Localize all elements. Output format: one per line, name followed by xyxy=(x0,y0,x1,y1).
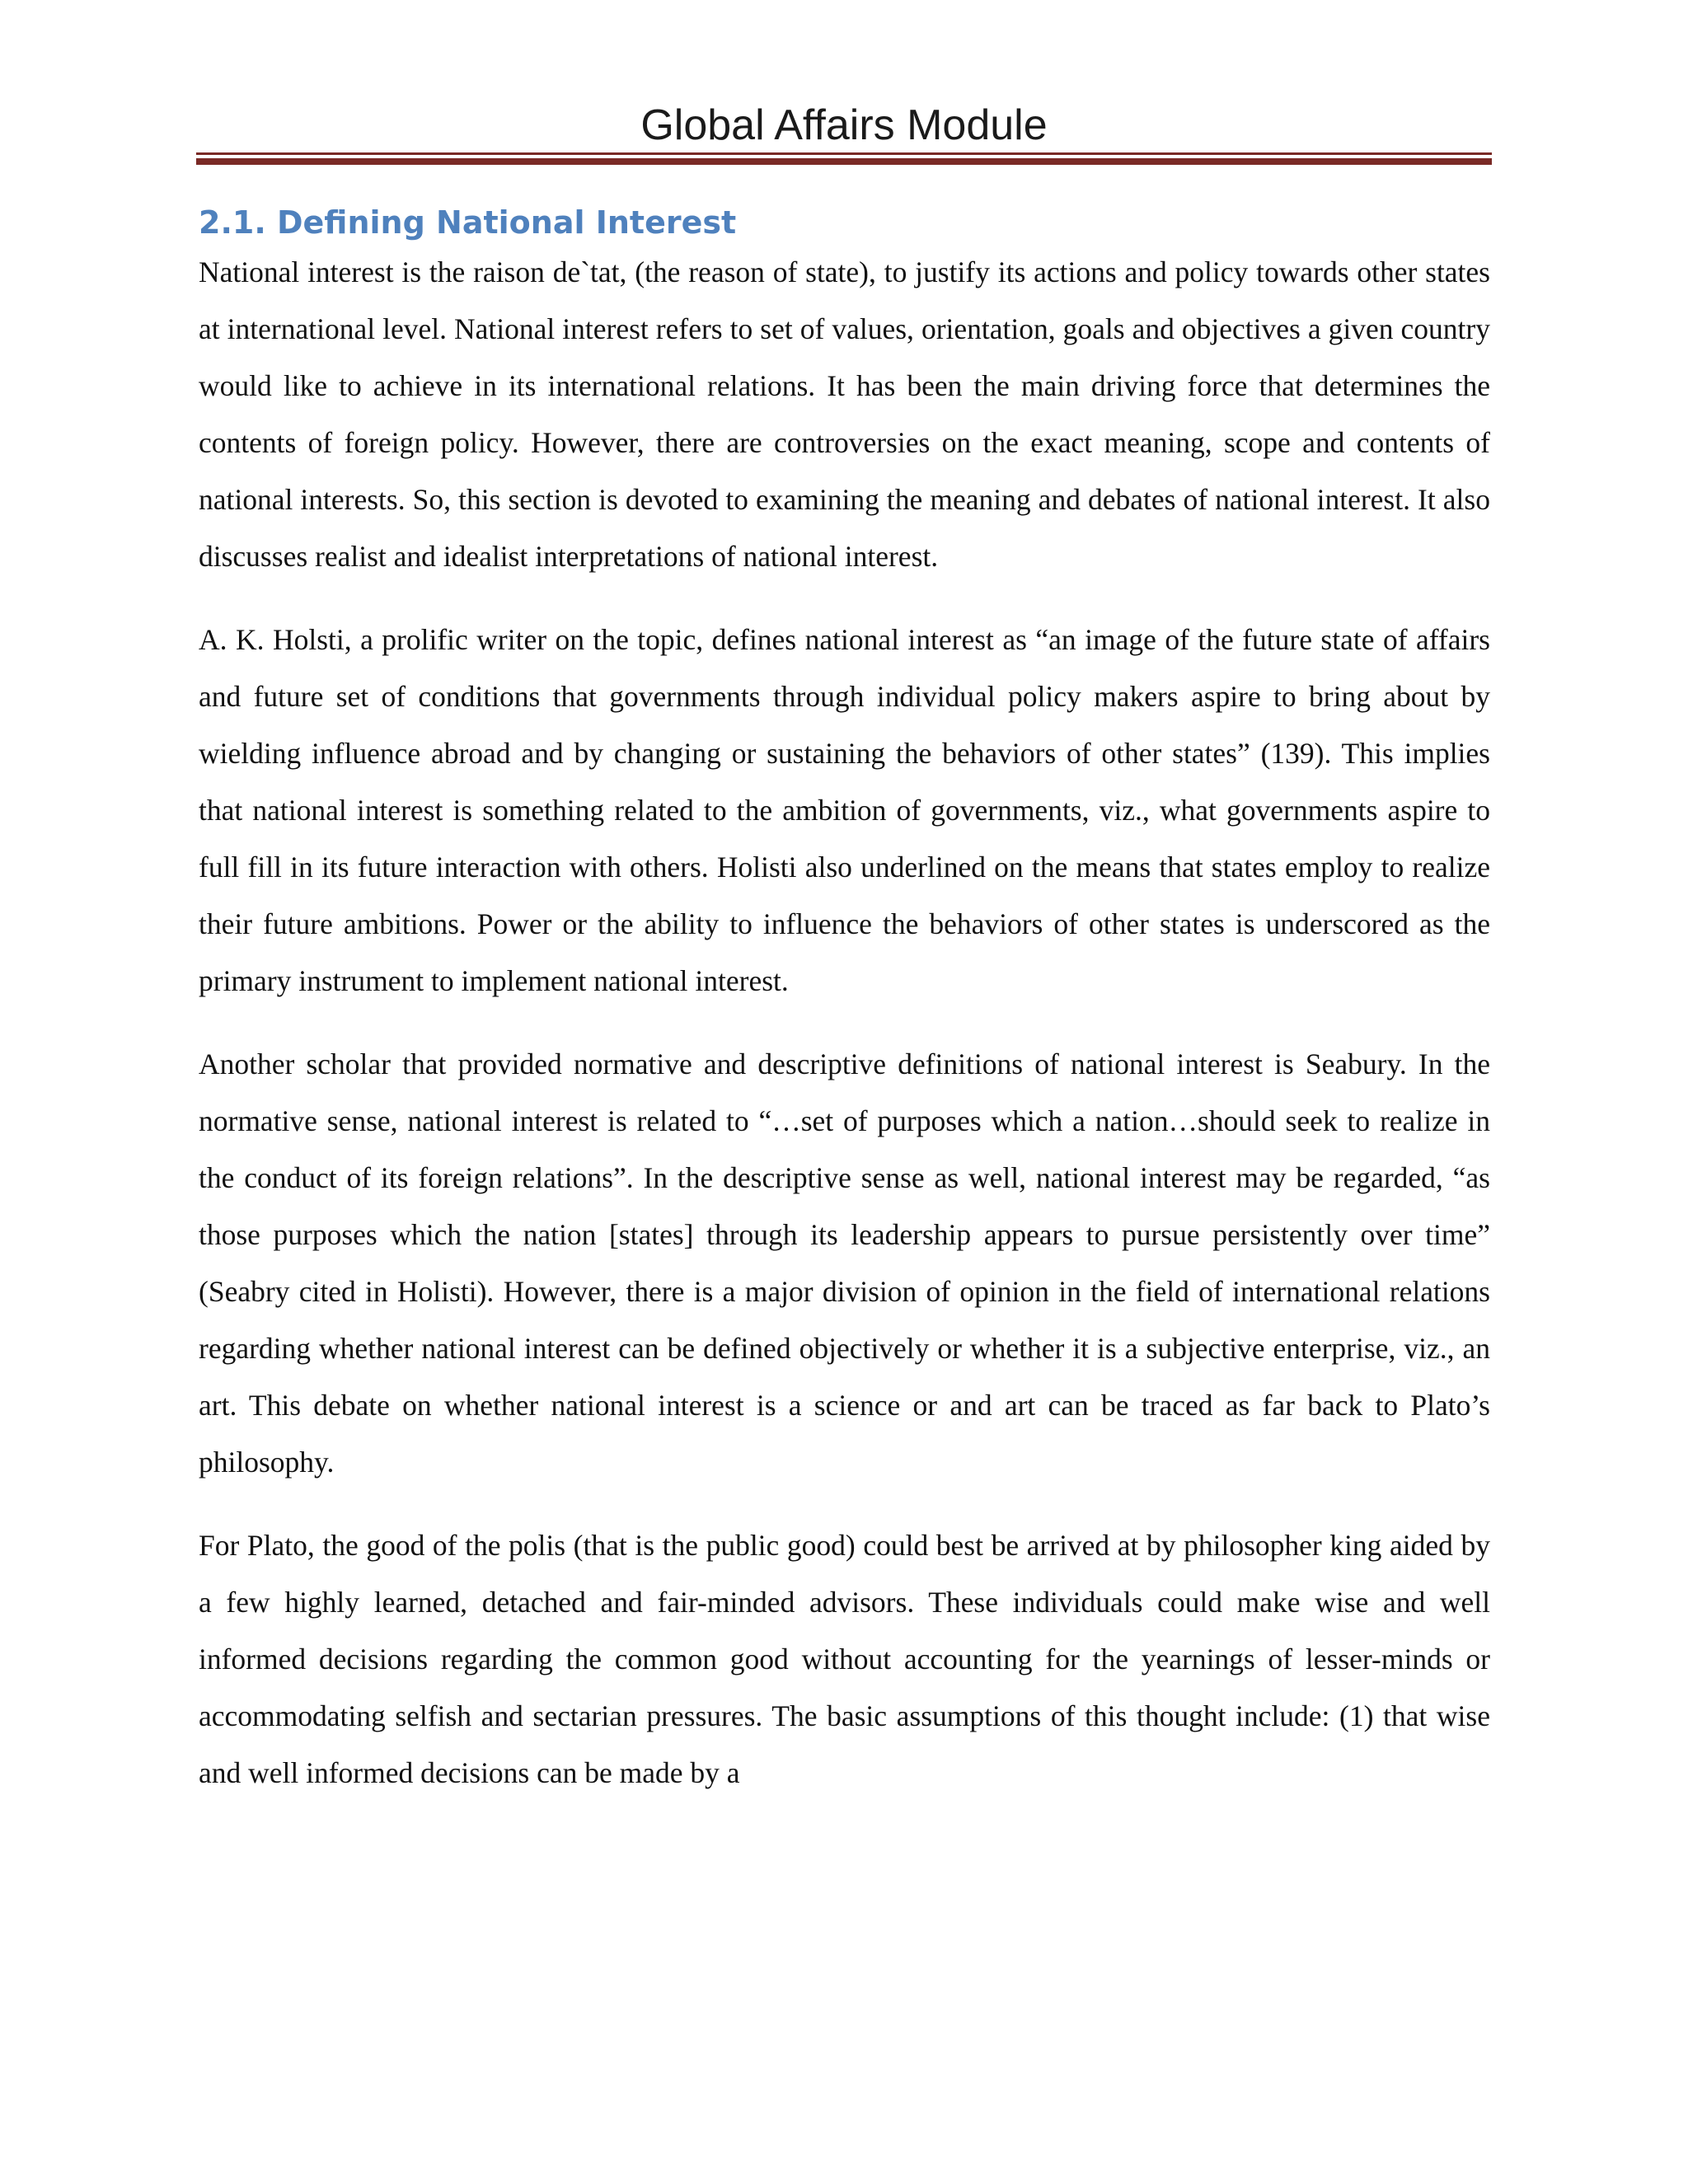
paragraph-1: National interest is the raison de`tat, (the reason of state), to justify its actions and policy towards other states at international level. National interest refers to set of values, orientation, goals and objectives a given country would like to achieve in its international relations. It has been the main driving force that determines the contents of foreign policy. However, there are controversies on the exact meaning, scope and contents of national interests. So, this section is devoted to examining the meaning and debates of national interest. It also discusses realist and idealist interpretations of national interest. xyxy=(199,255,1490,573)
body-text xyxy=(199,244,1490,1828)
section-heading: 2.1. Defining National Interest xyxy=(199,204,737,241)
running-header-title: Global Affairs Module xyxy=(640,101,1048,149)
paragraph-3: Another scholar that provided normative and descriptive definitions of national interest is Seabury. In the normative sense, national interest is related to “…set of purposes which a nation…should seek to realize in the conduct of its foreign relations”. In the descriptive sense as well, national interest may be regarded, “as those purposes which the nation [states] through its leadership appears to pursue persistently over time” (Seabry cited in Holisti). However, there is a major division of opinion in the field of international relations regarding whether national interest can be defined objectively or whether it is a subjective enterprise, viz., an art. This debate on whether national interest is a science or and art can be traced as far back to Plato’s philosophy. xyxy=(199,1047,1490,1479)
header-rule-thick xyxy=(196,158,1492,165)
paragraph-4: For Plato, the good of the polis (that is the public good) could best be arrived at by philosopher king aided by a few highly learned, detached and fair-minded advisors. These individuals could make wise and well informed decisions regarding the common good without accounting for the yearnings of lesser-minds or accommodating selfish and sectarian pressures. The basic assumptions of this thought include: (1) that wise and well informed decisions can be made by a xyxy=(199,1529,1490,1789)
paragraph-2: A. K. Holsti, a prolific writer on the topic, defines national interest as “an image of the future state of affairs and future set of conditions that governments through individual policy makers aspire to bring about by wielding influence abroad and by changing or sustaining the behaviors of other states” (139). This implies that national interest is something related to the ambition of governments, viz., what governments aspire to full fill in its future interaction with others. Holisti also underlined on the means that states employ to realize their future ambitions. Power or the ability to influence the behaviors of other states is underscored as the primary instrument to implement national interest. xyxy=(199,623,1490,997)
header-rule-thin xyxy=(196,152,1492,155)
